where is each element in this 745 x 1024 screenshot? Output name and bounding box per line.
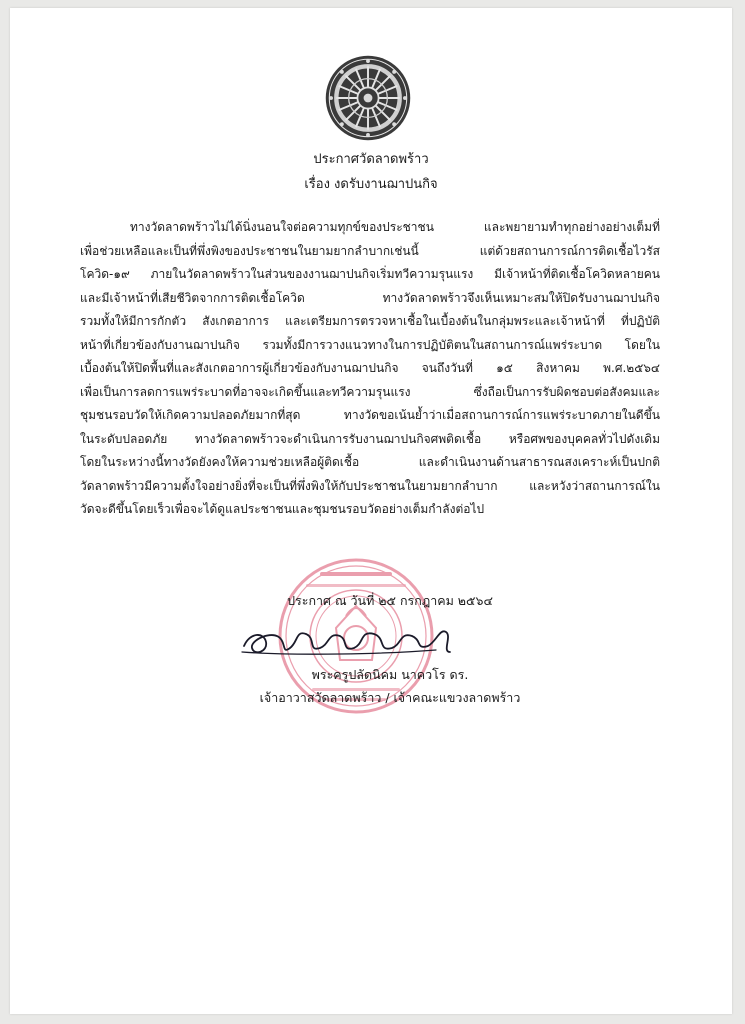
body-line: วัดจะดีขึ้นโดยเร็วเพื่อจะได้ดูแลประชาชนและชุมชนรอบวัดอย่างเต็มกำลังต่อไป: [80, 502, 485, 516]
body-line: โควิด-๑๙ ภายในวัดลาดพร้าวในส่วนของงานฌาปนกิจเริ่มทวีความรุนแรง มีเจ้าหน้าที่ติดเชื้อโควิดหลายคน: [80, 267, 660, 281]
announcement-title: ประกาศวัดลาดพร้าว: [313, 152, 429, 167]
body-line: เพื่อเป็นการลดการแพร่ระบาดที่อาจจะเกิดขึ้นและทวีความรุนแรง ซึ่งถือเป็นการรับผิดชอบต่อสังคมและ: [80, 384, 660, 399]
handwritten-signature: [236, 612, 466, 662]
body-line: ในระดับปลอดภัย ทางวัดลาดพร้าวจะดำเนินการรับงานฌาปนกิจศพติดเชื้อ หรือศพของบุคคลทั่วไปดังเดิม: [80, 431, 660, 446]
announcement-date: ประกาศ ณ วันที่ ๒๕ กรกฎาคม ๒๕๖๔: [287, 593, 493, 608]
body-line: เพื่อช่วยเหลือและเป็นที่พึ่งพิงของประชาชนในยามยากลำบากเช่นนี้ แต่ด้วยสถานการณ์การติดเชื้อไวรัส: [80, 243, 660, 258]
body-line: โดยในระหว่างนี้ทางวัดยังคงให้ความช่วยเหลือผู้ติดเชื้อ และดำเนินงานด้านสาธารณสงเคราะห์เป็นปกติ: [80, 455, 660, 469]
body-line: หน้าที่เกี่ยวข้องกับงานฌาปนกิจ รวมทั้งมีการวางแนวทางในการปฏิบัติตนในสถานการณ์แพร่ระบาด โดยใน: [80, 337, 660, 352]
signatory-name: พระครูปลัดนิคม นาควโร ดร.: [311, 667, 469, 682]
body-line: เบื้องต้นให้ปิดพื้นที่และสังเกตอาการผู้เกี่ยวข้องกับงานฌาปนกิจ จนถึงวันที่ ๑๕ สิงหาคม พ.ศ.๒๕๖๔: [80, 361, 660, 375]
body-line: ชุมชนรอบวัดให้เกิดความปลอดภัยมากที่สุด ทางวัดขอเน้นย้ำว่าเมื่อสถานการณ์การแพร่ระบาดภายในดีขึ้น: [80, 408, 660, 422]
body-line: วัดลาดพร้าวมีความตั้งใจอย่างยิ่งที่จะเป็นที่พึ่งพิงให้กับประชาชนในยามยากลำบาก และหวังว่าสถานการณ์ใน: [80, 478, 660, 493]
dharma-wheel-icon: [324, 54, 412, 142]
body-line: รวมทั้งให้มีการกักตัว สังเกตอาการ และเตรียมการตรวจหาเชื้อในเบื้องต้นในกลุ่มพระและเจ้าหน้าที่ ที่ปฏิบัติ: [80, 314, 660, 328]
document-page: [10, 8, 732, 1014]
announcement-body: [80, 216, 660, 522]
announcement-subject: เรื่อง งดรับงานฌาปนกิจ: [304, 177, 438, 192]
signatory-position: เจ้าอาวาสวัดลาดพร้าว / เจ้าคณะแขวงลาดพร้าว: [259, 690, 521, 705]
body-line: และมีเจ้าหน้าที่เสียชีวิตจากการติดเชื้อโควิด ทางวัดลาดพร้าวจึงเห็นเหมาะสมให้ปิดรับงานฌาปนกิจ: [80, 290, 660, 305]
body-line: ทางวัดลาดพร้าวไม่ได้นิ่งนอนใจต่อความทุกข์ของประชาชน และพยายามทำทุกอย่างอย่างเต็มที่: [130, 220, 660, 234]
